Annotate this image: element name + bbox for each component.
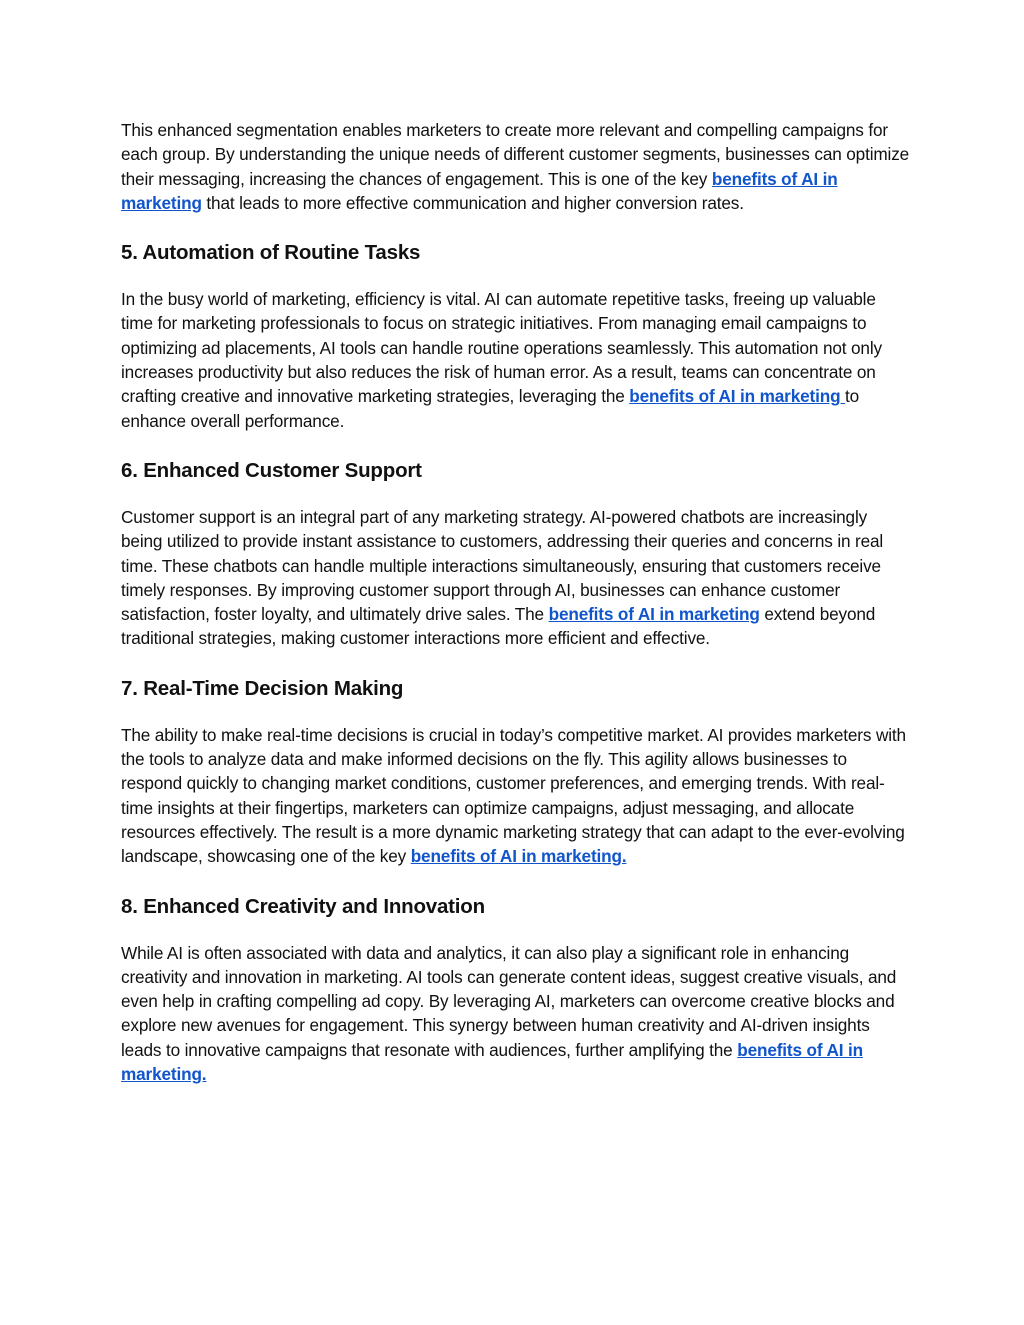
section-paragraph (121, 723, 911, 869)
section-heading: 5. Automation of Routine Tasks (121, 241, 421, 265)
paragraph-text-before: While AI is often associated with data and analytics, it can also play a significant role in enhancing creativity and innovation in marketing. AI tools can generate content ideas, suggest creative visuals, and even help in crafting compelling ad copy. By leveraging AI, marketers can overcome creative blocks and explore new avenues for engagement. This synergy between human creativity and AI-driven insights leads to innovative campaigns that resonate with audiences, further amplifying the (121, 942, 897, 1060)
benefits-ai-marketing-link[interactable]: benefits of AI in marketing (548, 604, 760, 625)
section-real-time-decision (121, 676, 911, 869)
section-creativity-innovation (121, 894, 911, 1087)
intro-text-before: This enhanced segmentation enables marketers to create more relevant and compelling campaigns for each group. By understanding the unique needs of different customer segments, businesses can optimize their messaging, increasing the chances of engagement. This is one of the key (121, 120, 910, 189)
benefits-ai-marketing-link[interactable]: benefits of AI in marketing. (121, 1039, 863, 1085)
document-page (121, 118, 911, 1111)
paragraph-text-before: The ability to make real-time decisions is crucial in today’s competitive market. AI provides marketers with the tools to analyze data and make informed decisions on the fly. This agility allows businesses to respond quickly to changing market conditions, customer preferences, and emerging trends. With real-time insights at their fingertips, marketers can optimize campaigns, adjust messaging, and allocate resources effectively. The result is a more dynamic marketing strategy that can adapt to the ever-evolving landscape, showcasing one of the key (121, 724, 906, 867)
section-heading: 7. Real-Time Decision Making (121, 676, 404, 700)
section-paragraph (121, 287, 911, 433)
benefits-ai-marketing-link[interactable]: benefits of AI in marketing. (410, 846, 627, 867)
section-automation (121, 240, 911, 433)
benefits-ai-marketing-link[interactable]: benefits of AI in marketing (121, 168, 838, 213)
intro-paragraph (121, 118, 911, 215)
section-heading: 6. Enhanced Customer Support (121, 458, 422, 482)
benefits-ai-marketing-link[interactable]: benefits of AI in marketing (629, 386, 846, 407)
paragraph-text-after: extend beyond traditional strategies, making customer interactions more efficient and effective. (121, 604, 876, 649)
section-heading: 8. Enhanced Creativity and Innovation (121, 894, 485, 918)
paragraph-text-before: In the busy world of marketing, efficiency is vital. AI can automate repetitive tasks, freeing up valuable time for marketing professionals to focus on strategic initiatives. From managing email campaigns to optimizing ad placements, AI tools can handle routine operations seamlessly. This automation not only increases productivity but also reduces the risk of human error. As a result, teams can concentrate on crafting creative and innovative marketing strategies, leveraging the (121, 289, 882, 407)
section-paragraph (121, 941, 911, 1087)
section-paragraph (121, 505, 911, 651)
paragraph-text-before: Customer support is an integral part of any marketing strategy. AI-powered chatbots are increasingly being utilized to provide instant assistance to customers, addressing their queries and concerns in real time. These chatbots can handle multiple interactions simultaneously, ensuring that customers receive timely responses. By improving customer support through AI, businesses can enhance customer satisfaction, foster loyalty, and ultimately drive sales. The (121, 506, 884, 625)
intro-text-after: that leads to more effective communication and higher conversion rates. (201, 192, 744, 213)
section-customer-support (121, 458, 911, 651)
paragraph-text-after: to enhance overall performance. (121, 386, 860, 431)
